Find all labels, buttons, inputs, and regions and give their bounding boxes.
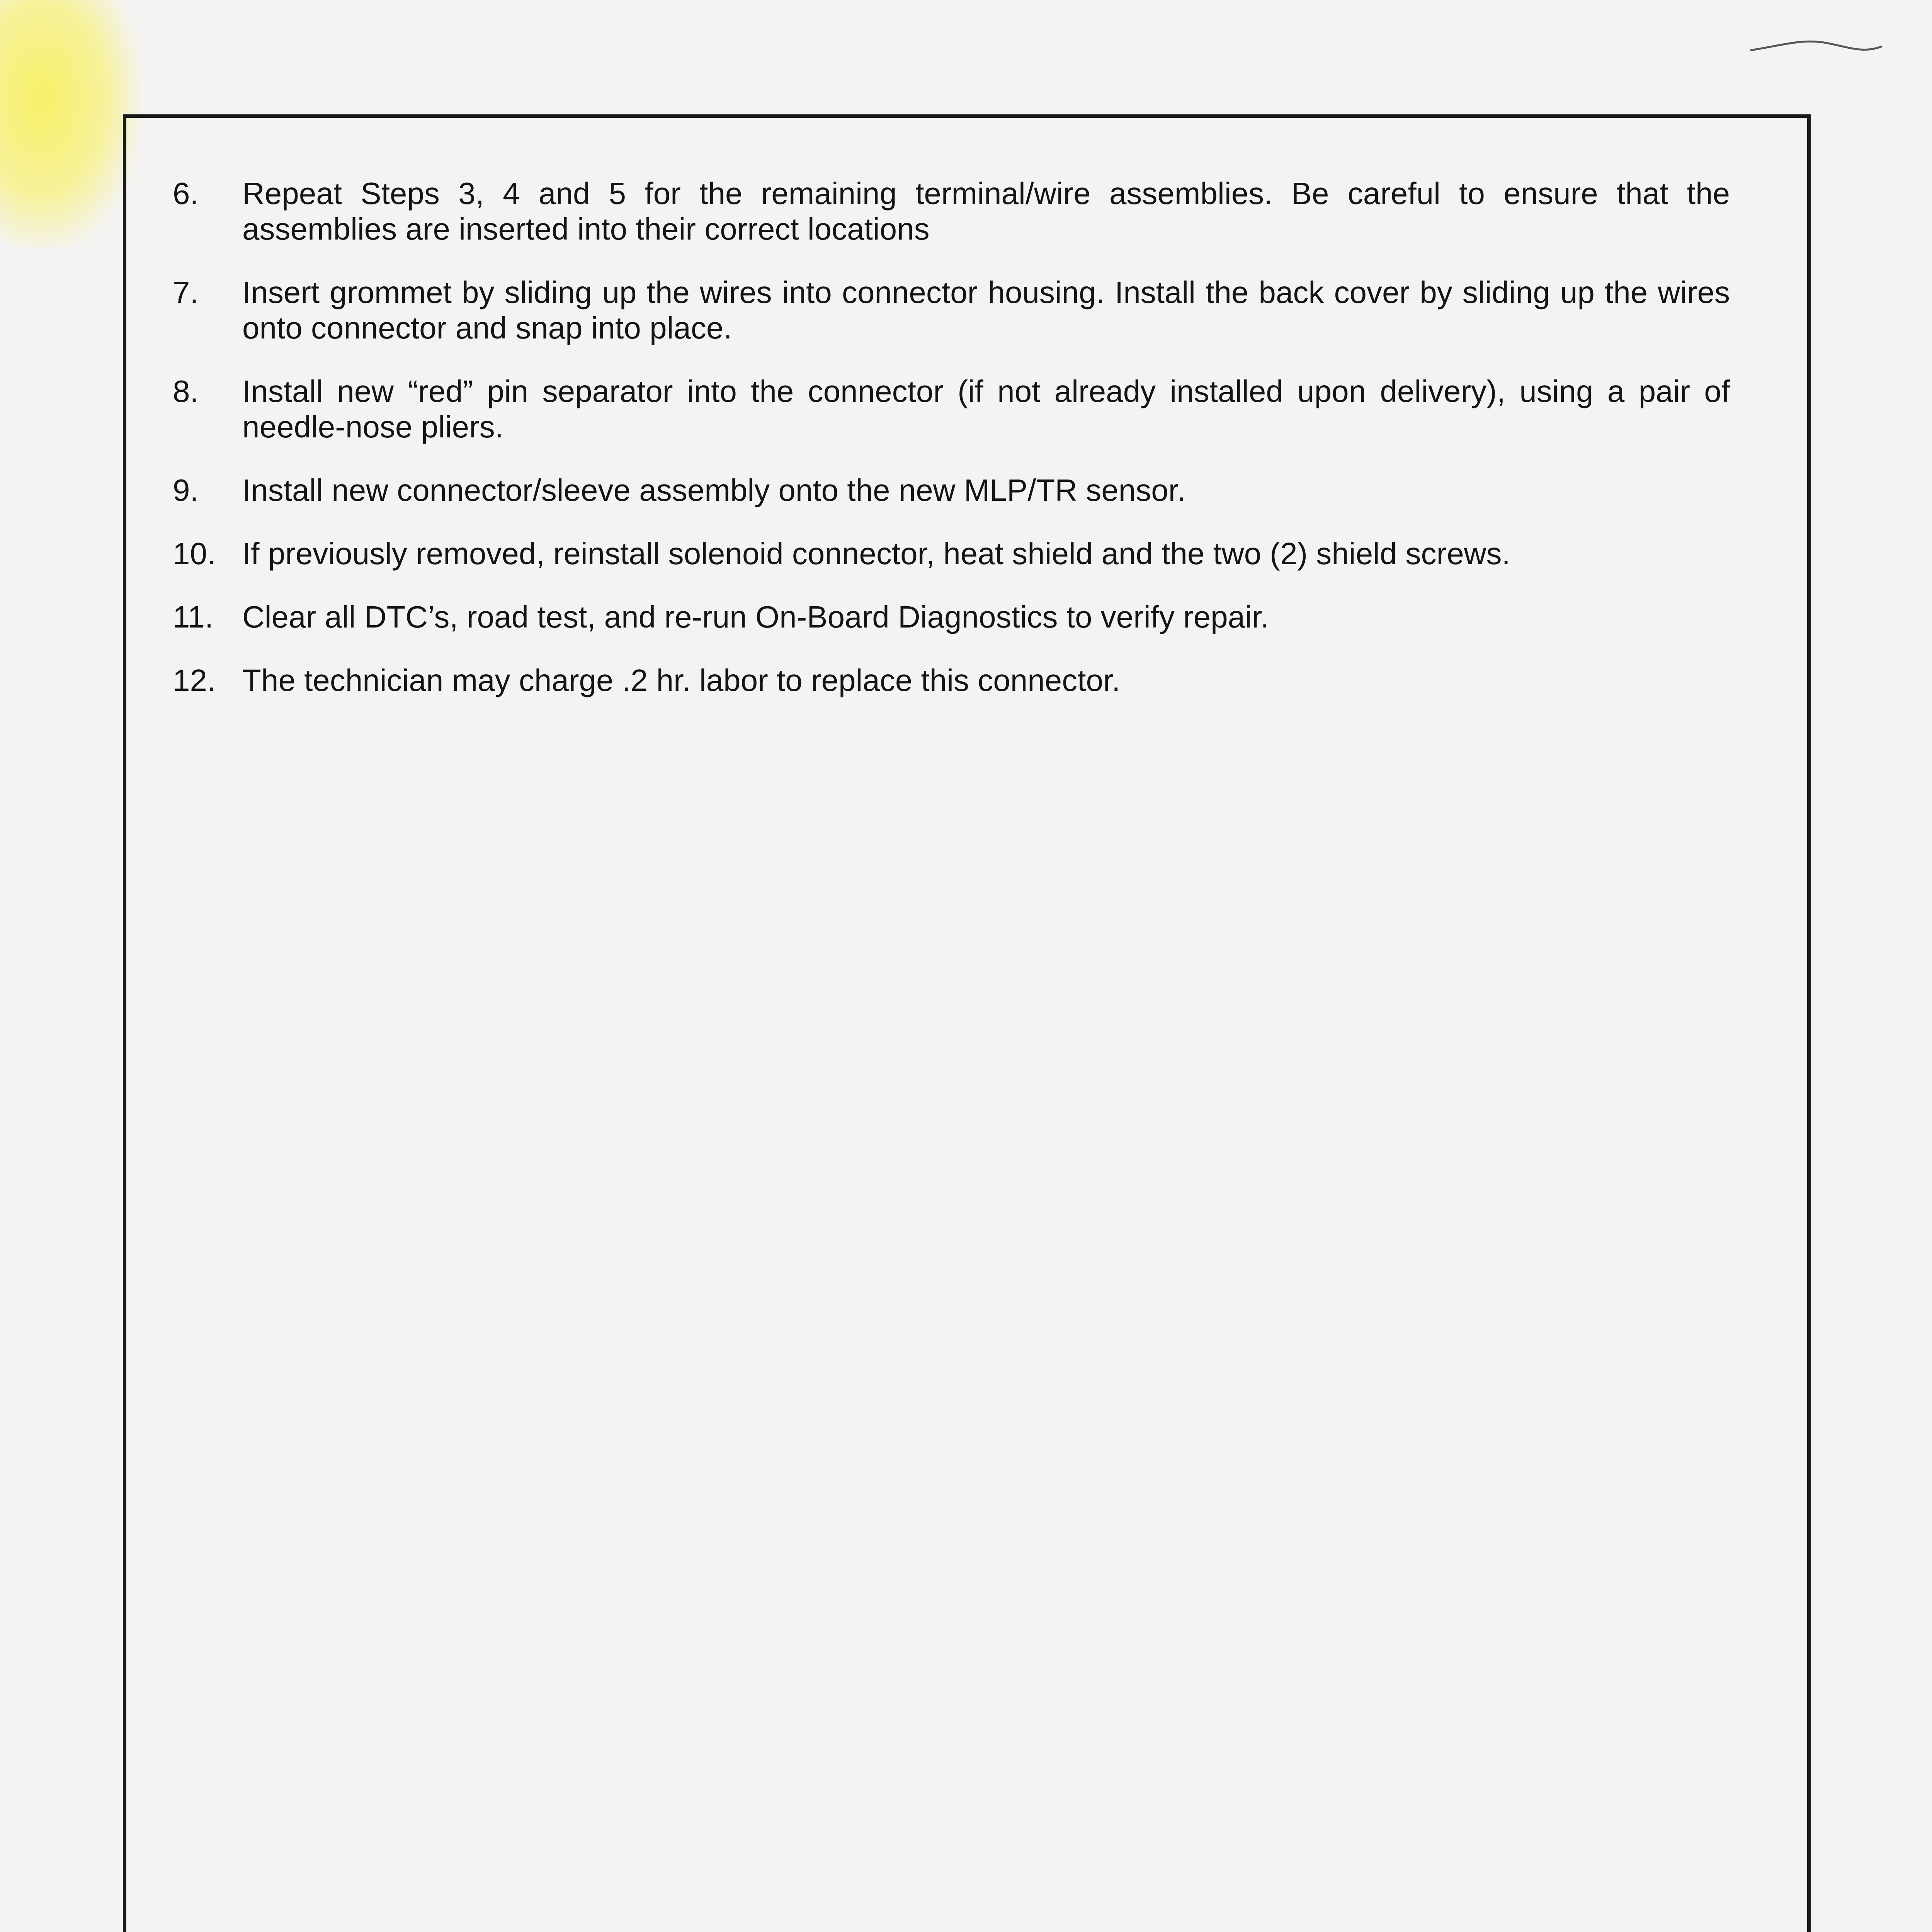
step-text: Insert grommet by sliding up the wires into connector housing. Install the back cover by sliding up the wires onto connector and snap into place. xyxy=(242,275,1730,345)
step-8 xyxy=(173,374,1730,445)
step-9 xyxy=(173,473,1730,508)
step-12 xyxy=(173,663,1730,698)
step-text: Repeat Steps 3, 4 and 5 for the remaining terminal/wire assemblies. Be careful to ensure that the assemblies are inserted into their correct locations xyxy=(242,176,1730,246)
step-number: 8. xyxy=(173,374,199,408)
step-number: 10. xyxy=(173,536,216,571)
step-6 xyxy=(173,176,1730,247)
step-number: 7. xyxy=(173,275,199,310)
step-number: 11. xyxy=(173,600,214,634)
step-text: The technician may charge .2 hr. labor to replace this connector. xyxy=(242,663,1121,697)
step-text: If previously removed, reinstall solenoid connector, heat shield and the two (2) shield screws. xyxy=(242,536,1510,571)
step-7 xyxy=(173,275,1730,346)
step-text: Install new connector/sleeve assembly onto the new MLP/TR sensor. xyxy=(242,473,1186,507)
step-number: 12. xyxy=(173,663,216,697)
step-11 xyxy=(173,599,1730,635)
procedure-steps xyxy=(173,176,1730,726)
step-number: 6. xyxy=(173,176,199,211)
highlighter-mark xyxy=(0,0,139,247)
step-text: Install new “red” pin separator into the connector (if not already installed upon delivery), using a pair of needle-nose pliers. xyxy=(242,374,1730,444)
pen-mark-icon xyxy=(1747,35,1886,58)
step-10 xyxy=(173,536,1730,571)
step-text: Clear all DTC’s, road test, and re-run On-Board Diagnostics to verify repair. xyxy=(242,600,1269,634)
step-number: 9. xyxy=(173,473,199,507)
page-frame xyxy=(123,114,1811,1932)
